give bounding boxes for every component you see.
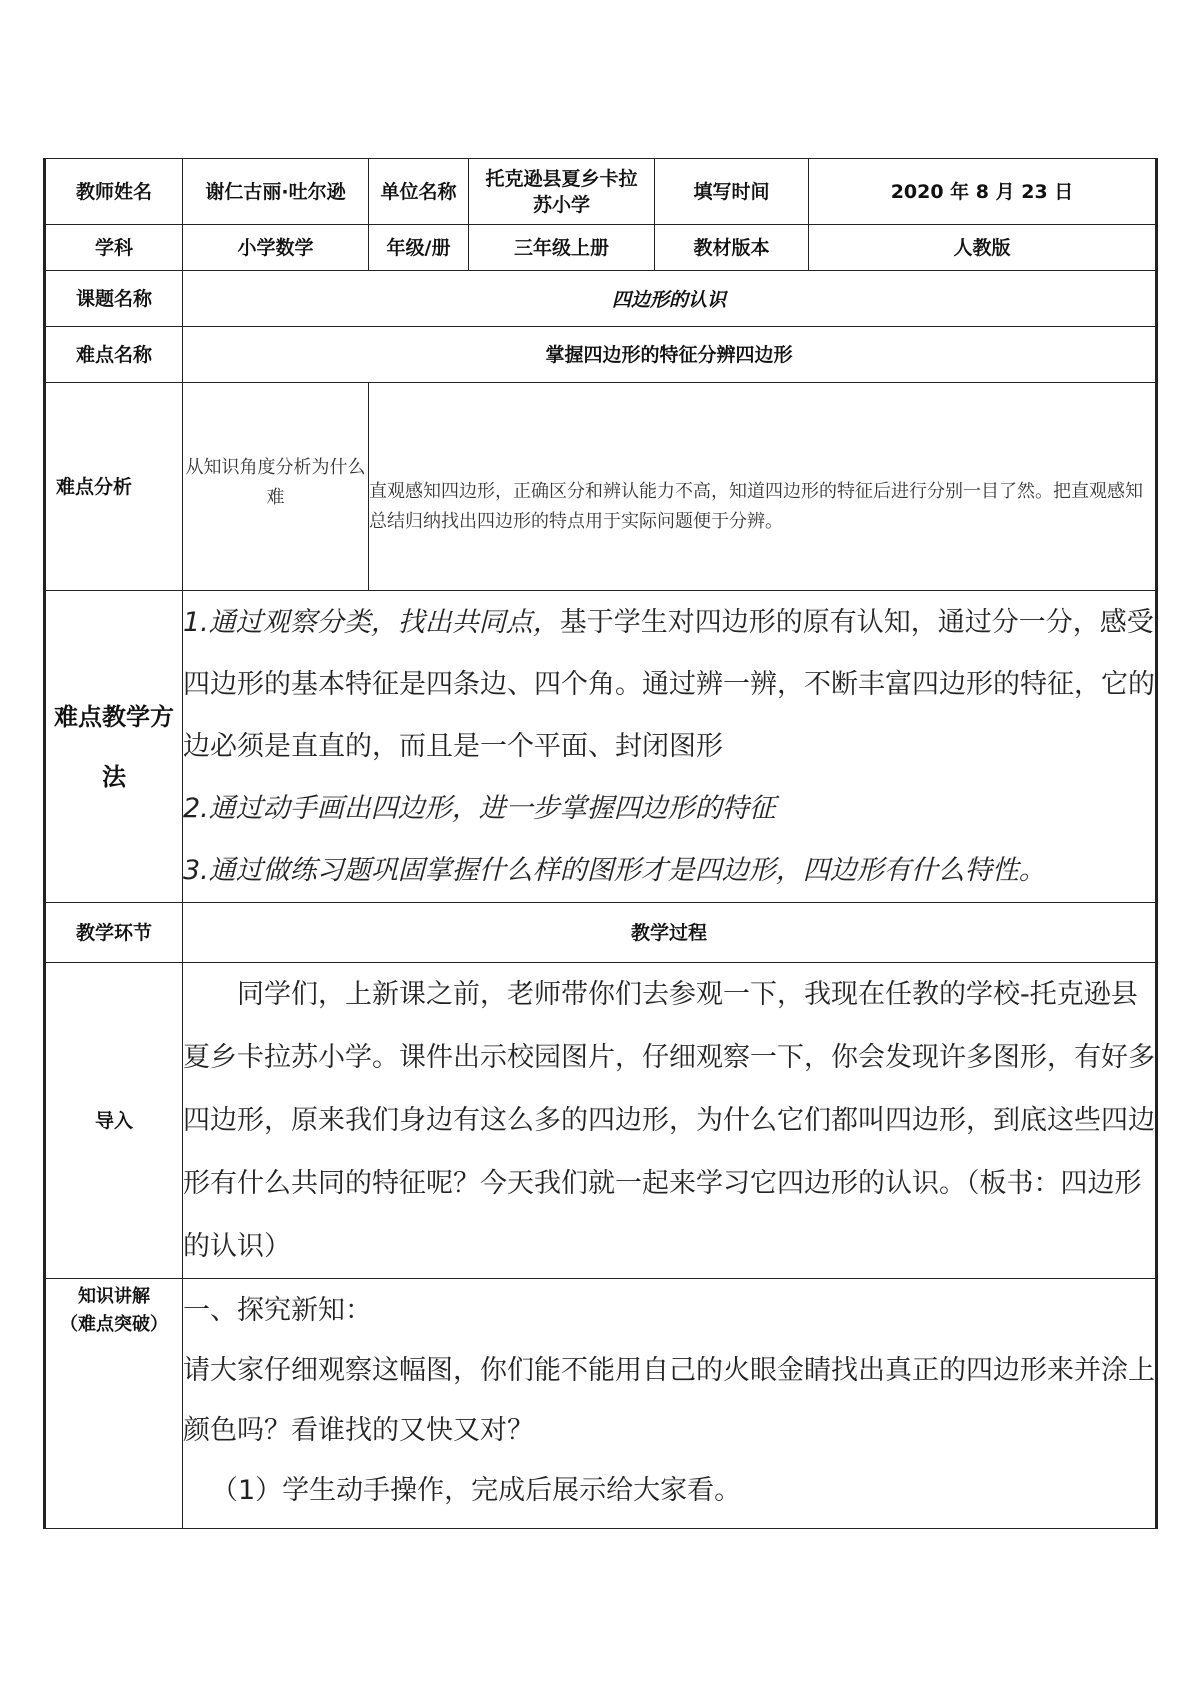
method-row <box>45 591 1157 903</box>
method-paragraph-1 <box>183 592 1155 778</box>
process-row <box>45 903 1157 963</box>
analysis-label: 难点分析 <box>45 383 183 591</box>
analysis-row <box>45 383 1157 591</box>
intro-text: 同学们，上新课之前，老师带你们去参观一下，我现在任教的学校-托克逊县夏乡卡拉苏小学。课件出示校园图片，仔细观察一下，你会发现许多图形，有好多四边形，原来我们身边有这么多的四边形，为什么它们都叫四边形，到底这些四边形有什么共同的特征呢？今天我们就一起来学习它四边形的认识。（板书：四边形的认识） <box>183 979 1155 1262</box>
method-paragraph-2: 2.通过动手画出四边形，进一步掌握四边形的特征 <box>183 792 776 824</box>
header-row-2 <box>45 225 1157 271</box>
knowledge-label-line-1: 知识讲解 <box>78 1286 150 1307</box>
teacher-label: 教师姓名 <box>45 159 183 225</box>
topic-label: 课题名称 <box>45 271 183 327</box>
grade-value: 三年级上册 <box>469 225 655 271</box>
knowledge-line-1: 一、探究新知： <box>183 1295 372 1326</box>
intro-row <box>45 963 1157 1279</box>
knowledge-content <box>183 1279 1157 1529</box>
difficulty-label: 难点名称 <box>45 327 183 383</box>
knowledge-row <box>45 1279 1157 1529</box>
difficulty-row <box>45 327 1157 383</box>
teacher-value: 谢仁古丽·吐尔逊 <box>183 159 369 225</box>
unit-value: 托克逊县夏乡卡拉苏小学 <box>469 159 655 225</box>
method-p1-italic: 1.通过观察分类，找出共同点， <box>183 606 560 638</box>
process-value: 教学过程 <box>183 903 1157 963</box>
edition-value: 人教版 <box>809 225 1157 271</box>
method-p1-rest: 基于学生对四边形的原有认知，通过分一分，感受四边形的基本特征是四条边、四个角。通过辨一辨，不断丰富四边形的特征，它的边必须是直直的，而且是一个平面、封闭图形 <box>183 606 1155 762</box>
method-content <box>183 591 1157 903</box>
intro-label: 导入 <box>45 963 183 1279</box>
lesson-plan-table <box>43 158 1158 1529</box>
intro-content <box>183 963 1157 1279</box>
knowledge-label <box>45 1279 183 1529</box>
knowledge-line-2: 请大家仔细观察这幅图，你们能不能用自己的火眼金睛找出真正的四边形来并涂上颜色吗？看谁找的又快又对？ <box>183 1355 1155 1446</box>
process-label: 教学环节 <box>45 903 183 963</box>
date-label: 填写时间 <box>655 159 809 225</box>
analysis-sub-label: 从知识角度分析为什么难 <box>183 383 369 591</box>
topic-row <box>45 271 1157 327</box>
analysis-text: 直观感知四边形，正确区分和辨认能力不高，知道四边形的特征后进行分别一目了然。把直观感知总结归纳找出四边形的特点用于实际问题便于分辨。 <box>369 383 1157 591</box>
knowledge-label-line-2: （难点突破） <box>60 1314 168 1335</box>
unit-label: 单位名称 <box>369 159 469 225</box>
edition-label: 教材版本 <box>655 225 809 271</box>
method-paragraph-3: 3.通过做练习题巩固掌握什么样的图形才是四边形，四边形有什么特性。 <box>183 854 1046 886</box>
difficulty-value: 掌握四边形的特征分辨四边形 <box>183 327 1157 383</box>
topic-value: 四边形的认识 <box>183 271 1157 327</box>
knowledge-line-3: （1）学生动手操作，完成后展示给大家看。 <box>211 1475 742 1506</box>
date-value: 2020 年 8 月 23 日 <box>809 159 1157 225</box>
header-row-1 <box>45 159 1157 225</box>
grade-label: 年级/册 <box>369 225 469 271</box>
subject-label: 学科 <box>45 225 183 271</box>
method-label: 难点教学方法 <box>45 591 183 903</box>
subject-value: 小学数学 <box>183 225 369 271</box>
